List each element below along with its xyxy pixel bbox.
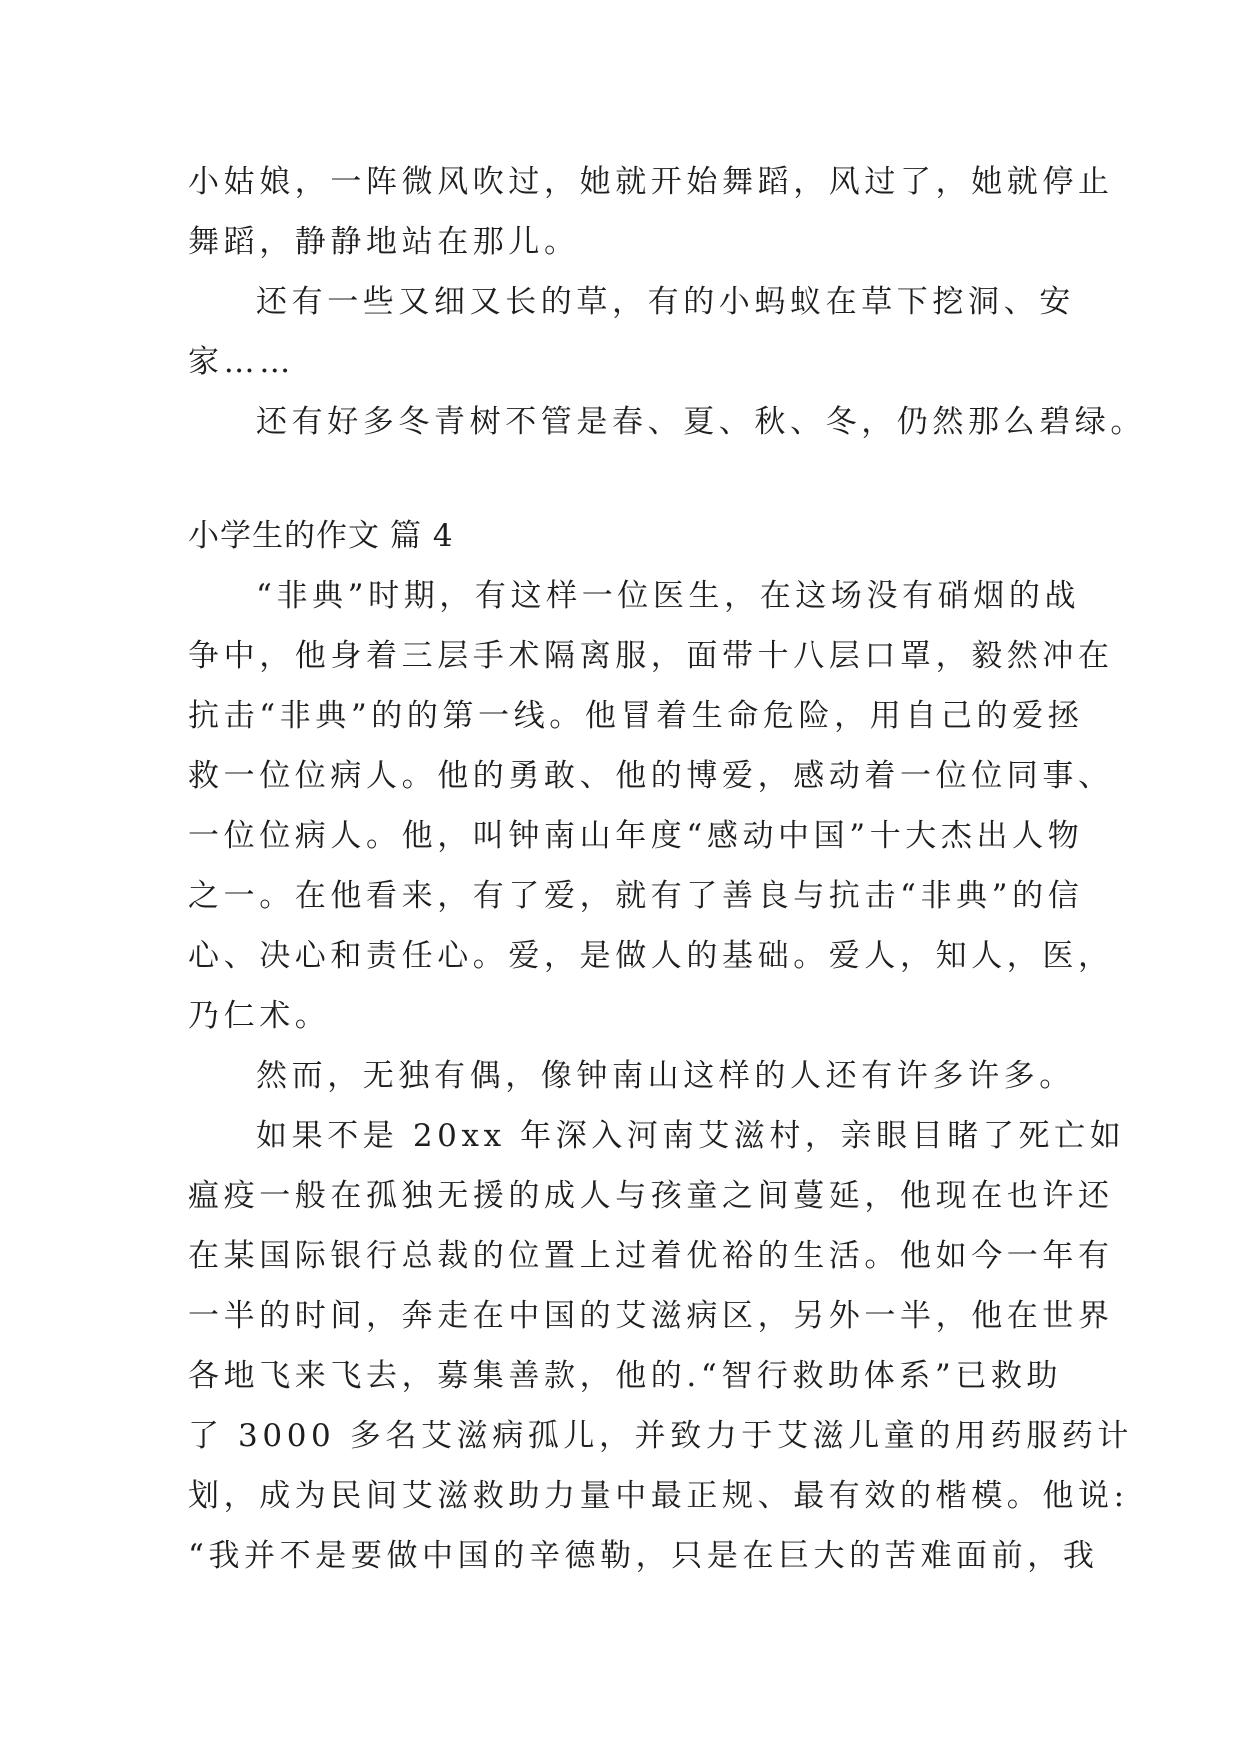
paragraph-line: 救一位位病人。他的勇敢、他的博爱，感动着一位位同事、 [188,758,1114,794]
paragraph-line: 还有一些又细又长的草，有的小蚂蚁在草下挖洞、安 [256,284,1075,320]
paragraph-line: 瘟疫一般在孤独无援的成人与孩童之间蔓延，他现在也许还 [188,1178,1114,1214]
paragraph-line: 乃仁术。 [188,998,331,1034]
paragraph-line: 一半的时间，奔走在中国的艾滋病区，另外一半，他在世界 [188,1298,1114,1334]
section-number: 篇 4 [390,518,454,554]
paragraph-line: “非典”时期，有这样一位医生，在这场没有硝烟的战 [256,578,1081,614]
paragraph-line: 之一。在他看来，有了爱，就有了善良与抗击“非典”的信 [188,878,1084,914]
paragraph-line: 一位位病人。他，叫钟南山年度“感动中国”十大杰出人物 [188,818,1084,854]
paragraph-line: 小姑娘，一阵微风吹过，她就开始舞蹈，风过了，她就停止 [188,164,1114,200]
section-heading [188,516,1068,556]
paragraph-line: 然而，无独有偶，像钟南山这样的人还有许多许多。 [256,1058,1075,1094]
paragraph-line: 了 3000 多名艾滋病孤儿，并致力于艾滋儿童的用药服药计 [188,1418,1133,1454]
section-title: 小学生的作文 [188,518,380,554]
paragraph-line: 在某国际银行总裁的位置上过着优裕的生活。他如今一年有 [188,1238,1114,1274]
paragraph-line: 划，成为民间艾滋救助力量中最正规、最有效的楷模。他说: [188,1478,1129,1514]
paragraph-line: 家…… [188,344,295,380]
paragraph-line: 舞蹈，静静地站在那儿。 [188,224,580,260]
paragraph-line: 抗击“非典”的的第一线。他冒着生命危险，用自己的爱拯 [188,698,1084,734]
paragraph-line: 各地飞来飞去，募集善款，他的.“智行救助体系”已救助 [188,1358,1063,1394]
paragraph-line: 还有好多冬青树不管是春、夏、秋、冬，仍然那么碧绿。 [256,404,1146,440]
paragraph-line: 心、决心和责任心。爱，是做人的基础。爱人，知人，医， [188,938,1114,974]
paragraph-line: 争中，他身着三层手术隔离服，面带十八层口罩，毅然冲在 [188,638,1114,674]
paragraph-line: “我并不是要做中国的辛德勒，只是在巨大的苦难面前，我 [188,1538,1099,1574]
paragraph-line: 如果不是 20xx 年深入河南艾滋村，亲眼目睹了死亡如 [256,1118,1126,1154]
